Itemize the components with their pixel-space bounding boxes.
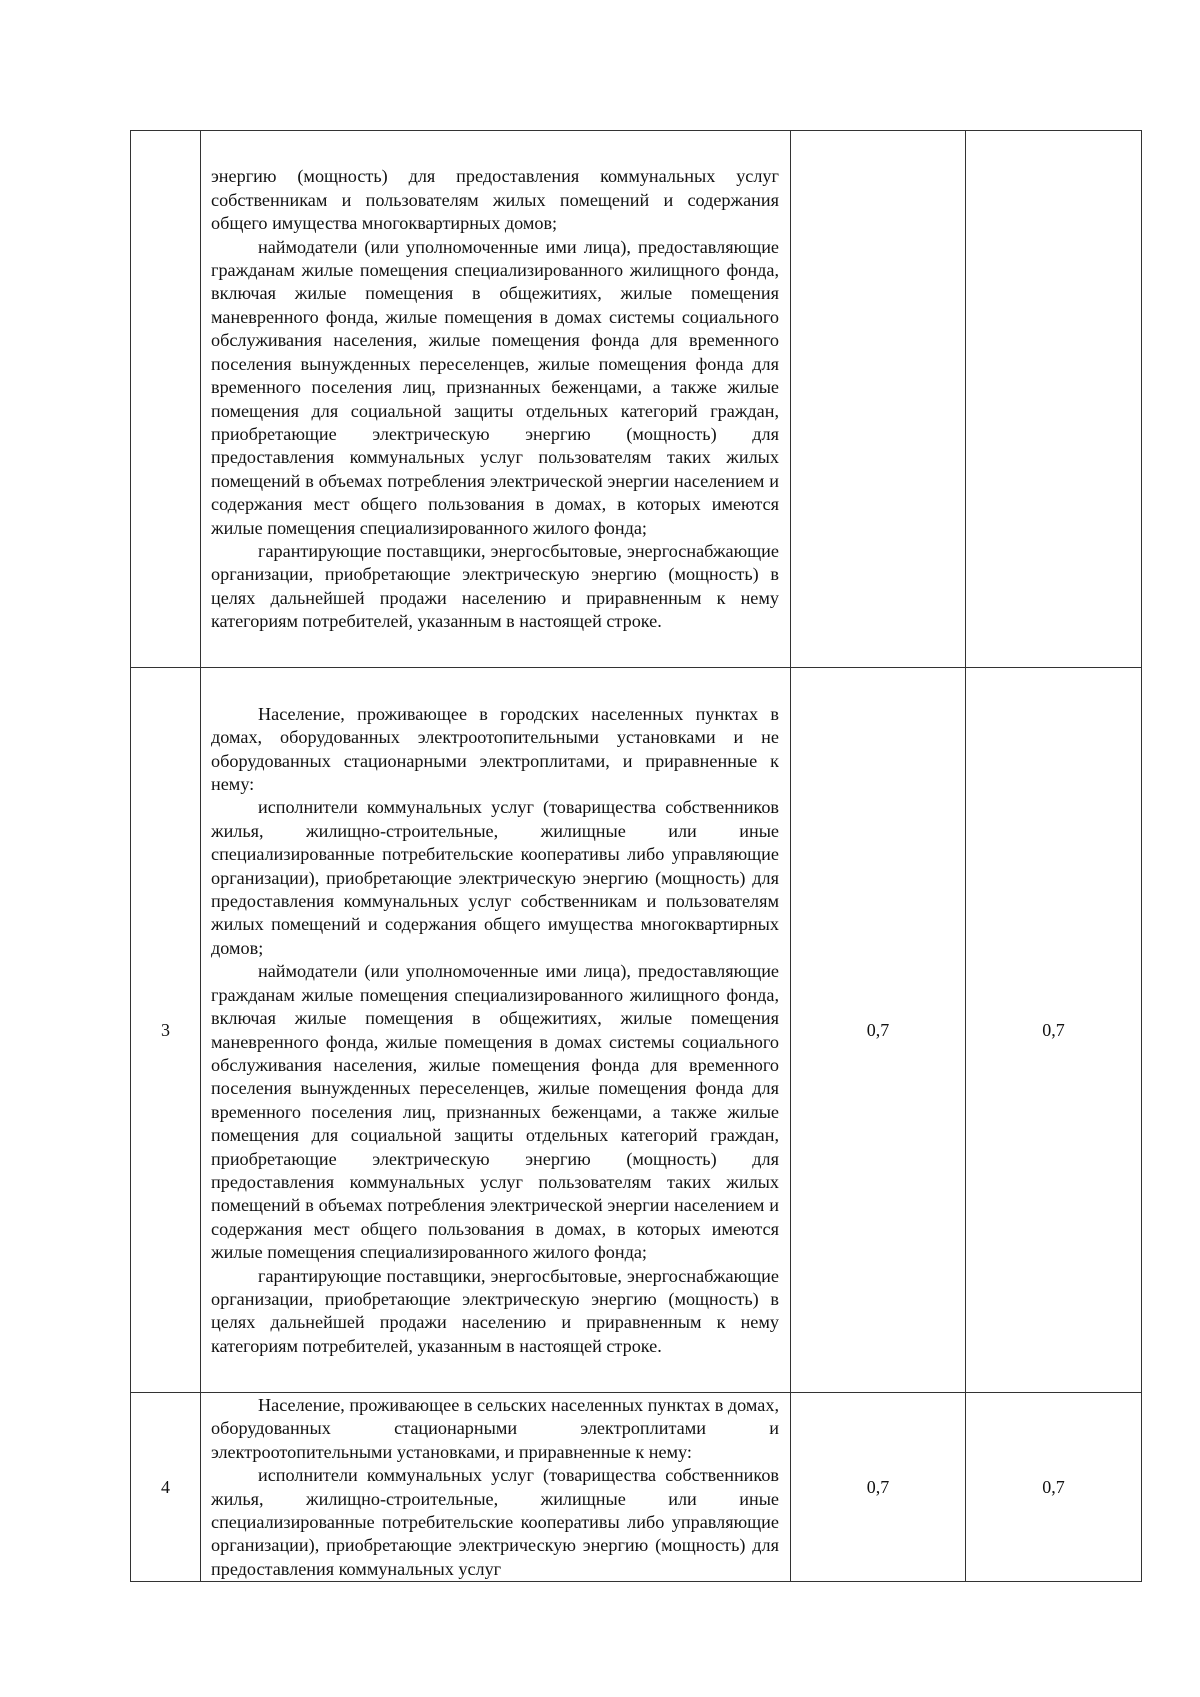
value-cell-1: [791, 131, 966, 668]
table-row: [131, 1393, 1142, 1582]
row-description-cell: [201, 1393, 791, 1582]
row-description-cell: [201, 668, 791, 1393]
value-cell-2: 0,7: [966, 668, 1142, 1393]
paragraph: Население, проживающее в городских населенных пунктах в домах, оборудованных электроотопительными установками и не оборудованных стационарными электроплитами, и приравненные к нему:: [211, 703, 779, 795]
paragraph: гарантирующие поставщики, энергосбытовые, энергоснабжающие организации, приобретающие электрическую энергию (мощность) в целях дальнейшей продажи населению и приравненным к нему категориям потребителей, указанным в настоящей строке.: [211, 540, 779, 632]
paragraph: энергию (мощность) для предоставления коммунальных услуг собственникам и пользователям жилых помещений и содержания общего имущества многоквартирных домов;: [211, 166, 779, 234]
value-cell-1: 0,7: [791, 668, 966, 1393]
row-description-cell: [201, 131, 791, 668]
paragraph: наймодатели (или уполномоченные ими лица), предоставляющие гражданам жилые помещения специализированного жилищного фонда, включая жилые помещения в общежитиях, жилые помещения маневренного фонда, жилые помещения в домах системы социального обслуживания населения, жилые помещения фонда для временного поселения вынужденных переселенцев, жилые помещения фонда для временного поселения лиц, признанных беженцами, а также жилые помещения для социальной защиты отдельных категорий граждан, приобретающие электрическую энергию (мощность) для предоставления коммунальных услуг пользователям таких жилых помещений в объемах потребления электрической энергии населением и содержания мест общего пользования в домах, в которых имеются жилые помещения специализированного жилого фонда;: [211, 961, 779, 1263]
row-number-cell: [131, 131, 201, 668]
paragraph: наймодатели (или уполномоченные ими лица), предоставляющие гражданам жилые помещения специализированного жилищного фонда, включая жилые помещения в общежитиях, жилые помещения маневренного фонда, жилые помещения в домах системы социального обслуживания населения, жилые помещения фонда для временного поселения вынужденных переселенцев, жилые помещения фонда для временного поселения лиц, признанных беженцами, а также жилые помещения для социальной защиты отдельных категорий граждан, приобретающие электрическую энергию (мощность) для предоставления коммунальных услуг пользователям таких жилых помещений в объемах потребления электрической энергии населением и содержания мест общего пользования в домах, в которых имеются жилые помещения специализированного жилого фонда;: [211, 236, 779, 538]
table-row: [131, 668, 1142, 1393]
tariff-table: [130, 130, 1142, 1582]
paragraph: исполнители коммунальных услуг (товарищества собственников жилья, жилищно-строительные, жилищные или иные специализированные потребительские кооперативы либо управляющие организации), приобретающие электрическую энергию (мощность) для предоставления коммунальных услуг собственникам и пользователям жилых помещений и содержания общего имущества многоквартирных домов;: [211, 797, 779, 958]
value-cell-1: 0,7: [791, 1393, 966, 1582]
paragraph: гарантирующие поставщики, энергосбытовые, энергоснабжающие организации, приобретающие электрическую энергию (мощность) в целях дальнейшей продажи населению и приравненным к нему категориям потребителей, указанным в настоящей строке.: [211, 1265, 779, 1356]
row-number-cell: 4: [131, 1393, 201, 1582]
paragraph: исполнители коммунальных услуг (товарищества собственников жилья, жилищно-строительные, жилищные или иные специализированные потребительские кооперативы либо управляющие организации), приобретающие электрическую энергию (мощность) для предоставления коммунальных услуг: [211, 1465, 779, 1579]
value-cell-2: 0,7: [966, 1393, 1142, 1582]
table-row: [131, 131, 1142, 668]
value-cell-2: [966, 131, 1142, 668]
row-number-cell: 3: [131, 668, 201, 1393]
paragraph: Население, проживающее в сельских населенных пунктах в домах, оборудованных стационарными электроплитами и электроотопительными установками, и приравненные к нему:: [211, 1395, 779, 1462]
